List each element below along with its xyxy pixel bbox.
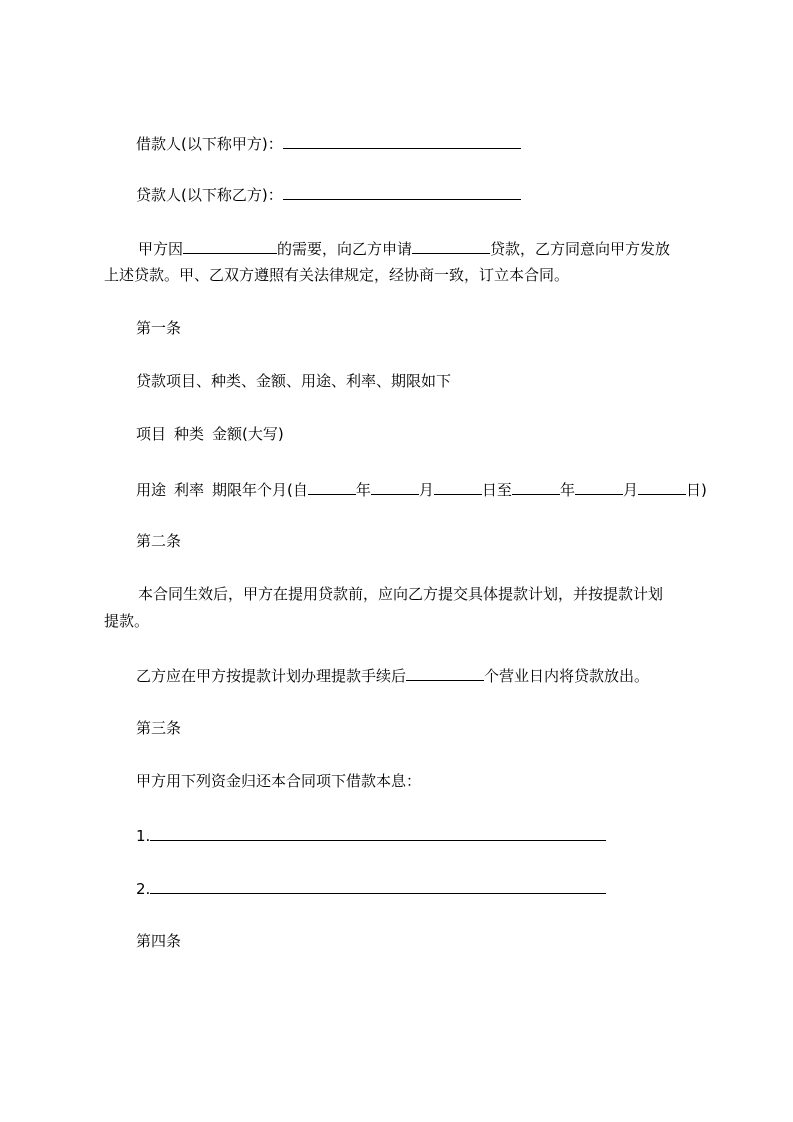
date-part-4: 年 (559, 481, 575, 499)
repayment-item-2-blank[interactable] (150, 877, 606, 894)
article-2-title: 第二条 (136, 532, 182, 550)
lender-blank[interactable] (283, 183, 521, 200)
repayment-item-1 (0, 824, 793, 846)
article-3-desc (0, 771, 793, 791)
date-part-3: 日至 (481, 481, 512, 499)
date-part-1: 年 (355, 481, 371, 499)
borrower-label: 借款人(以下称甲方)： (136, 135, 283, 153)
intro-text-2: 的需要，向乙方申请 (277, 240, 413, 258)
article-4-heading (0, 931, 793, 951)
field-term: 期限年个月(自 (212, 481, 308, 499)
repayment-item-2-num: 2. (136, 880, 151, 898)
article-2-line-2 (0, 611, 793, 631)
end-month-blank[interactable] (575, 478, 623, 495)
intro-text-3: 贷款，乙方同意向甲方发放 (490, 240, 671, 258)
start-day-blank[interactable] (434, 478, 482, 495)
field-amount: 金额(大写) (212, 425, 284, 443)
business-days-blank[interactable] (406, 664, 484, 681)
intro-line-1 (0, 237, 793, 259)
article-1-desc (0, 371, 793, 391)
intro-text-4: 上述贷款。甲、乙双方遵照有关法律规定，经协商一致，订立本合同。 (104, 266, 570, 284)
article-2-line-3 (0, 664, 793, 686)
field-rate: 利率 (174, 481, 205, 499)
article-2-line-1 (0, 584, 793, 604)
start-year-blank[interactable] (308, 478, 356, 495)
purpose-blank[interactable] (183, 237, 277, 254)
repayment-item-1-num: 1. (136, 827, 151, 845)
article-3-heading (0, 718, 793, 738)
field-item: 项目 (136, 425, 167, 443)
field-type: 种类 (174, 425, 205, 443)
start-month-blank[interactable] (371, 478, 419, 495)
article-1-heading (0, 318, 793, 338)
article-1-desc-text: 贷款项目、种类、金额、用途、利率、期限如下 (136, 372, 452, 390)
intro-line-2 (0, 265, 793, 285)
article-1-fields-a (0, 424, 793, 444)
article-2-p1-text: 本合同生效后，甲方在提用贷款前，应向乙方提交具体提款计划，并按提款计划 (138, 585, 664, 603)
date-part-6: 日) (685, 481, 707, 499)
repayment-item-2 (0, 877, 793, 899)
lender-label: 贷款人(以下称乙方)： (136, 186, 283, 204)
article-2-heading (0, 531, 793, 551)
article-4-title: 第四条 (136, 932, 182, 950)
borrower-blank[interactable] (283, 132, 521, 149)
loan-type-blank[interactable] (412, 237, 490, 254)
repayment-item-1-blank[interactable] (150, 824, 606, 841)
article-1-title: 第一条 (136, 319, 182, 337)
end-year-blank[interactable] (512, 478, 560, 495)
date-part-5: 月 (622, 481, 638, 499)
field-usage: 用途 (136, 481, 167, 499)
article-3-title: 第三条 (136, 719, 182, 737)
lender-line (0, 183, 793, 205)
article-1-fields-b (0, 478, 793, 500)
article-2-p2-b: 个营业日内将贷款放出。 (484, 667, 650, 685)
borrower-line (0, 132, 793, 154)
intro-text-1: 甲方因 (138, 240, 184, 258)
article-3-desc-text: 甲方用下列资金归还本合同项下借款本息： (136, 772, 422, 790)
end-day-blank[interactable] (638, 478, 686, 495)
article-2-p2-a: 乙方应在甲方按提款计划办理提款手续后 (136, 667, 407, 685)
article-2-p1-cont: 提款。 (104, 612, 150, 630)
date-part-2: 月 (418, 481, 434, 499)
